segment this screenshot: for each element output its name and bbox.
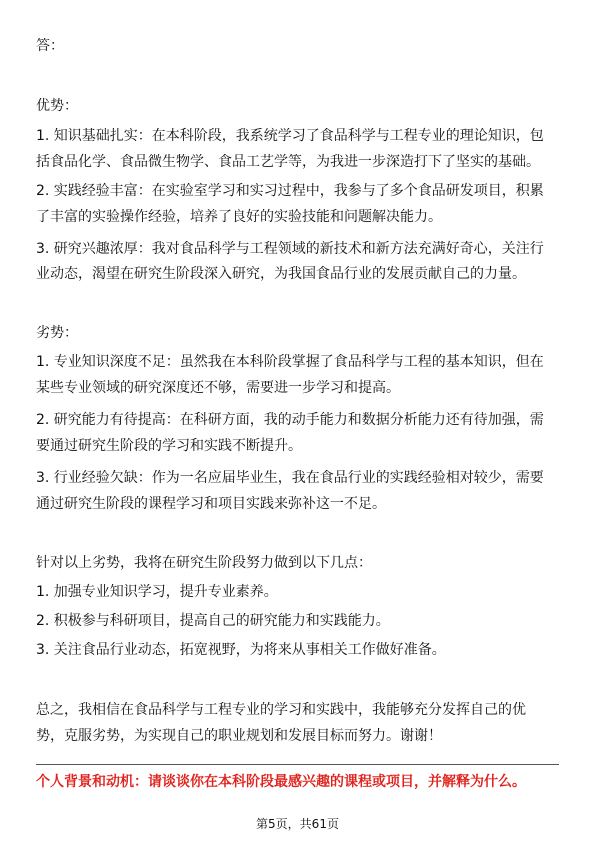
strengths-line: 括食品化学、食品微生物学、食品工艺学等，为我进一步深造打下了坚实的基础。 xyxy=(36,154,540,170)
strengths-line: 了丰富的实验操作经验，培养了良好的实验技能和问题解决能力。 xyxy=(36,209,442,225)
weaknesses-line: 某些专业领域的研究深度还不够，需要进一步学习和提高。 xyxy=(36,380,400,396)
plan-heading: 针对以上劣势，我将在研究生阶段努力做到以下几点： xyxy=(36,555,372,571)
page-footer: 第5页，共61页 xyxy=(256,817,339,831)
weaknesses-heading: 劣势： xyxy=(36,325,78,341)
answer-label: 答： xyxy=(36,38,64,54)
weaknesses-line: 3. 行业经验欠缺：作为一名应届毕业生，我在食品行业的实践经验相对较少，需要 xyxy=(36,470,544,486)
strengths-line: 业动态，渴望在研究生阶段深入研究，为我国食品行业的发展贡献自己的力量。 xyxy=(36,266,526,282)
plan-line: 2. 积极参与科研项目，提高自己的研究能力和实践能力。 xyxy=(36,613,390,629)
strengths-line: 2. 实践经验丰富：在实验室学习和实习过程中，我参与了多个食品研发项目，积累 xyxy=(36,183,544,199)
strengths-heading: 优势： xyxy=(36,98,78,114)
plan-line: 1. 加强专业知识学习，提升专业素养。 xyxy=(36,584,278,600)
weaknesses-line: 2. 研究能力有待提高：在科研方面，我的动手能力和数据分析能力还有待加强，需 xyxy=(36,412,544,428)
weaknesses-line: 通过研究生阶段的课程学习和项目实践来弥补这一不足。 xyxy=(36,496,386,512)
strengths-line: 1. 知识基础扎实：在本科阶段，我系统学习了食品科学与工程专业的理论知识，包 xyxy=(36,128,544,144)
weaknesses-line: 要通过研究生阶段的学习和实践不断提升。 xyxy=(36,438,302,454)
conclusion-line: 势，克服劣势，为实现自己的职业规划和发展目标而努力。谢谢！ xyxy=(36,728,442,744)
section-divider xyxy=(36,764,559,765)
conclusion-line: 总之，我相信在食品科学与工程专业的学习和实践中，我能够充分发挥自己的优 xyxy=(36,702,526,718)
plan-line: 3. 关注食品行业动态，拓宽视野，为将来从事相关工作做好准备。 xyxy=(36,642,446,658)
next-question: 个人背景和动机：请谈谈你在本科阶段最感兴趣的课程或项目，并解释为什么。 xyxy=(36,774,526,790)
weaknesses-line: 1. 专业知识深度不足：虽然我在本科阶段掌握了食品科学与工程的基本知识，但在 xyxy=(36,354,544,370)
strengths-line: 3. 研究兴趣浓厚：我对食品科学与工程领域的新技术和新方法充满好奇心，关注行 xyxy=(36,241,544,257)
